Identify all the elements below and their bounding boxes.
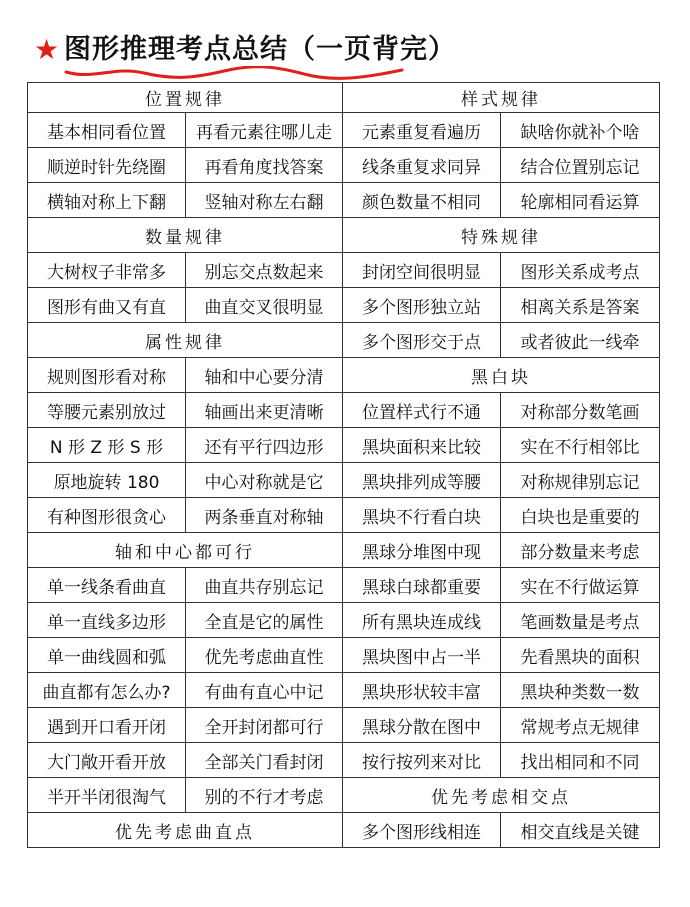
table-cell: 基本相同看位置 xyxy=(28,113,186,148)
table-cell: 颜色数量不相同 xyxy=(343,183,501,218)
table-cell: 部分数量来考虑 xyxy=(501,533,660,568)
table-cell: 黑球分散在图中 xyxy=(343,708,501,743)
table-cell: 横轴对称上下翻 xyxy=(28,183,186,218)
table-row xyxy=(28,428,660,463)
table-cell: 图形关系成考点 xyxy=(501,253,660,288)
table-cell: 黑块图中占一半 xyxy=(343,638,501,673)
section-header: 轴和中心都可行 xyxy=(28,533,343,568)
table-row xyxy=(28,533,660,568)
table-cell: 相交直线是关键 xyxy=(501,813,660,848)
table-cell: 实在不行做运算 xyxy=(501,568,660,603)
section-header: 数量规律 xyxy=(28,218,343,253)
table-cell: 等腰元素别放过 xyxy=(28,393,186,428)
table-cell: 多个图形线相连 xyxy=(343,813,501,848)
table-cell: 大树杈子非常多 xyxy=(28,253,186,288)
section-header: 黑白块 xyxy=(343,358,660,393)
table-cell: 白块也是重要的 xyxy=(501,498,660,533)
table-cell: 位置样式行不通 xyxy=(343,393,501,428)
table-row xyxy=(28,288,660,323)
table-cell: 黑块形状较丰富 xyxy=(343,673,501,708)
table-cell: 还有平行四边形 xyxy=(186,428,343,463)
table-row xyxy=(28,218,660,253)
table-cell: 全部关门看封闭 xyxy=(186,743,343,778)
table-cell: 规则图形看对称 xyxy=(28,358,186,393)
table-cell: 或者彼此一线牵 xyxy=(501,323,660,358)
table-cell: 图形有曲又有直 xyxy=(28,288,186,323)
table-cell: 曲直都有怎么办? xyxy=(28,673,186,708)
table-row xyxy=(28,83,660,113)
table-cell: 笔画数量是考点 xyxy=(501,603,660,638)
table-cell: 半开半闭很淘气 xyxy=(28,778,186,813)
table-cell: 别忘交点数起来 xyxy=(186,253,343,288)
table-row xyxy=(28,813,660,848)
table-cell: 别的不行才考虑 xyxy=(186,778,343,813)
section-header: 优先考虑曲直点 xyxy=(28,813,343,848)
table-row xyxy=(28,463,660,498)
table-cell: 单一线条看曲直 xyxy=(28,568,186,603)
table-cell: 常规考点无规律 xyxy=(501,708,660,743)
table-cell: 元素重复看遍历 xyxy=(343,113,501,148)
table-row xyxy=(28,113,660,148)
table-cell: 多个图形独立站 xyxy=(343,288,501,323)
table-row xyxy=(28,568,660,603)
table-row xyxy=(28,358,660,393)
table-cell: 轴和中心要分清 xyxy=(186,358,343,393)
table-row xyxy=(28,673,660,708)
section-header: 位置规律 xyxy=(28,83,343,113)
table-cell: 优先考虑曲直性 xyxy=(186,638,343,673)
table-cell: 先看黑块的面积 xyxy=(501,638,660,673)
table-cell: 黑块面积来比较 xyxy=(343,428,501,463)
table-cell: 封闭空间很明显 xyxy=(343,253,501,288)
table-cell: 再看元素往哪儿走 xyxy=(186,113,343,148)
star-icon: ★ xyxy=(34,33,60,66)
table-row xyxy=(28,393,660,428)
table-cell: 有曲有直心中记 xyxy=(186,673,343,708)
table-cell: 全开封闭都可行 xyxy=(186,708,343,743)
table-cell: 原地旋转 180 xyxy=(28,463,186,498)
table-row xyxy=(28,253,660,288)
table-cell: 所有黑块连成线 xyxy=(343,603,501,638)
table-row xyxy=(28,638,660,673)
table-cell: N 形 Z 形 S 形 xyxy=(28,428,186,463)
table-cell: 轮廓相同看运算 xyxy=(501,183,660,218)
squiggle-underline-icon xyxy=(64,66,404,80)
table-cell: 找出相同和不同 xyxy=(501,743,660,778)
page-title: 图形推理考点总结（一页背完） xyxy=(64,34,456,65)
section-header: 属性规律 xyxy=(28,323,343,358)
table-row xyxy=(28,183,660,218)
section-header: 样式规律 xyxy=(343,83,660,113)
table-row xyxy=(28,323,660,358)
table-cell: 缺啥你就补个啥 xyxy=(501,113,660,148)
table-cell: 曲直交叉很明显 xyxy=(186,288,343,323)
table-cell: 大门敞开看开放 xyxy=(28,743,186,778)
section-header: 优先考虑相交点 xyxy=(343,778,660,813)
title-area xyxy=(34,28,554,74)
summary-table xyxy=(27,82,660,848)
table-row xyxy=(28,708,660,743)
table-cell: 多个图形交于点 xyxy=(343,323,501,358)
table-cell: 顺逆时针先绕圈 xyxy=(28,148,186,183)
table-cell: 单一直线多边形 xyxy=(28,603,186,638)
table-row xyxy=(28,498,660,533)
table-cell: 对称规律别忘记 xyxy=(501,463,660,498)
table-row xyxy=(28,778,660,813)
table-cell: 结合位置别忘记 xyxy=(501,148,660,183)
table-cell: 轴画出来更清晰 xyxy=(186,393,343,428)
table-cell: 黑球白球都重要 xyxy=(343,568,501,603)
table-cell: 实在不行相邻比 xyxy=(501,428,660,463)
table-row xyxy=(28,148,660,183)
table-cell: 中心对称就是它 xyxy=(186,463,343,498)
table-cell: 再看角度找答案 xyxy=(186,148,343,183)
table-cell: 全直是它的属性 xyxy=(186,603,343,638)
table-cell: 相离关系是答案 xyxy=(501,288,660,323)
table-cell: 曲直共存别忘记 xyxy=(186,568,343,603)
table-cell: 线条重复求同异 xyxy=(343,148,501,183)
table-cell: 黑块排列成等腰 xyxy=(343,463,501,498)
table-cell: 单一曲线圆和弧 xyxy=(28,638,186,673)
table-cell: 两条垂直对称轴 xyxy=(186,498,343,533)
table-cell: 黑块不行看白块 xyxy=(343,498,501,533)
table-cell: 遇到开口看开闭 xyxy=(28,708,186,743)
table-cell: 黑球分堆图中现 xyxy=(343,533,501,568)
table-cell: 对称部分数笔画 xyxy=(501,393,660,428)
table-row xyxy=(28,743,660,778)
table-cell: 有种图形很贪心 xyxy=(28,498,186,533)
table-cell: 按行按列来对比 xyxy=(343,743,501,778)
table-row xyxy=(28,603,660,638)
section-header: 特殊规律 xyxy=(343,218,660,253)
table-cell: 黑块种类数一数 xyxy=(501,673,660,708)
table-cell: 竖轴对称左右翻 xyxy=(186,183,343,218)
